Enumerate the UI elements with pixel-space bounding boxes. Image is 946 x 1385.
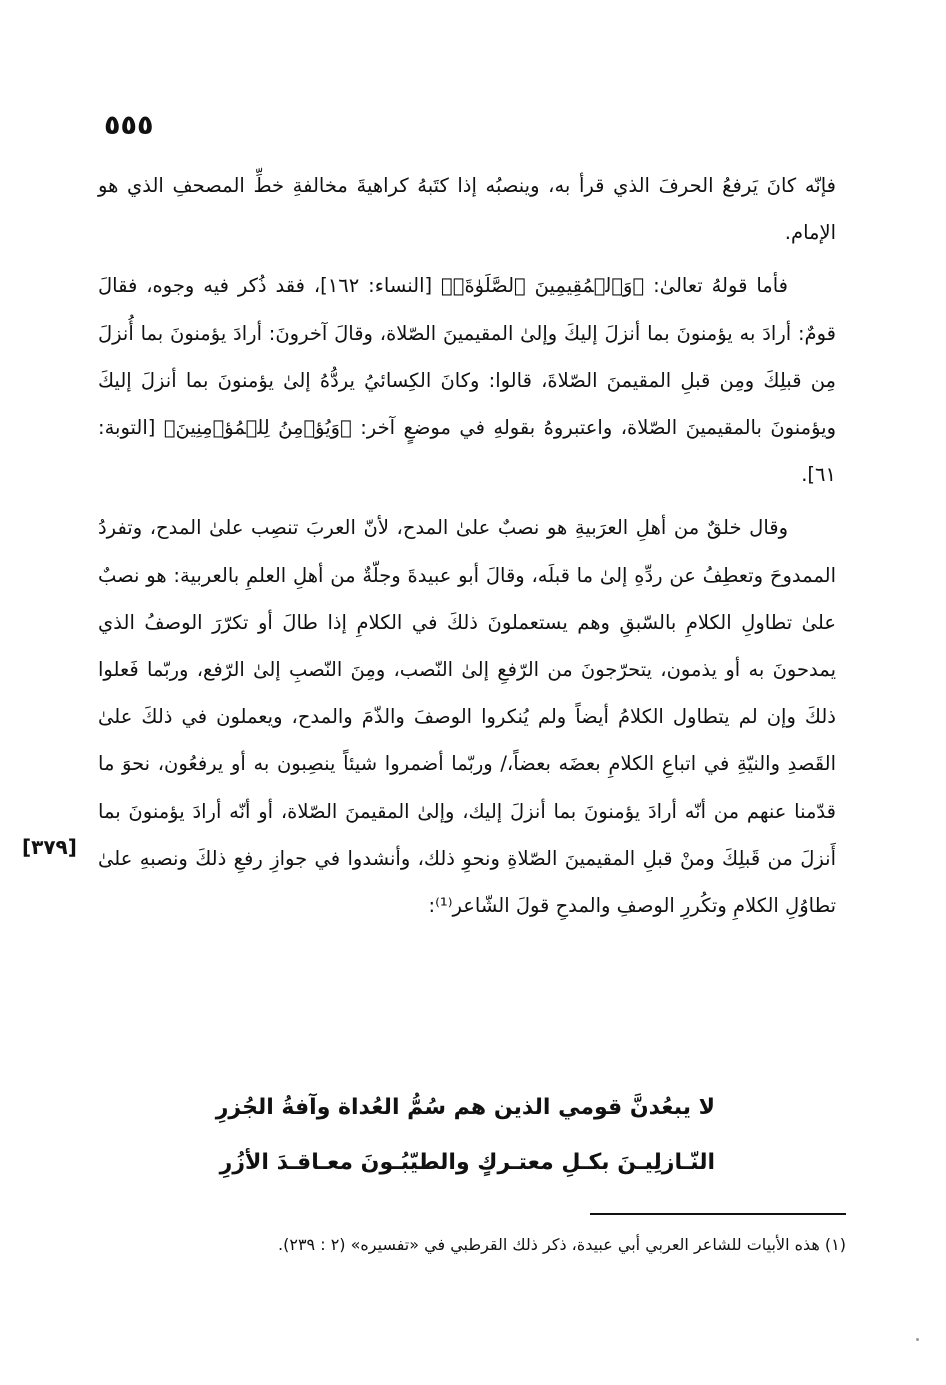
paragraph-2: فأما قولهُ تعالىٰ: ﴿وَٱلۡمُقِيمِينَ ٱلصَّلَوٰةَۚ﴾ [النساء: ١٦٢]، فقد ذُكر فيه وجوه، فقالَ قومٌ: أرادَ به يؤمنونَ بما أنزلَ إليكَ وإلىٰ المقيمينَ الصّلاة، وقالَ آخرونَ: أرادَ يؤمنونَ بما أُنزلَ مِن قبلِكَ ومِن قبلِ المقيمنَ الصّلاةَ، قالوا: وكانَ الكِسائيُ يردُّهُ إلىٰ يؤمنونَ بما أنزلَ إليكَ ويؤمنونَ بالمقيمينَ الصّلاة، واعتبروهُ بقولهِ في موضعٍ آخر: ﴿وَيُؤۡمِنُ لِلۡمُؤۡمِنِينَ﴾ [التوبة: ٦١].	[98, 274, 836, 487]
footnote-separator	[590, 1213, 846, 1215]
paragraph-1: فإنّه كانَ يَرفعُ الحرفَ الذي قرأ به، وينصبُه إذا كتَبهُ كراهيةَ مخالفةِ خطِّ المصحفِ الذي هو الإمام.	[98, 174, 836, 245]
footnote: (١) هذه الأبيات للشاعر العربي أبي عبيدة، ذكر ذلك القرطبي في «تفسيره» (٢ : ٢٣٩).	[278, 1235, 846, 1254]
main-text	[98, 162, 836, 929]
poem-verse-2: النّـازلِيـنَ بكـلِ معتـركٍ والطيّبُـونَ معـاقـدَ الأزُرِ	[219, 1150, 715, 1175]
poem-verse-1: لا يبعُدنَّ قومي الذين هم سُمُّ العُداة وآفةُ الجُزرِ	[215, 1095, 715, 1120]
margin-manuscript-reference: [٣٧٩]	[22, 835, 77, 859]
scan-speck	[916, 1338, 919, 1341]
paragraph-3: وقال خلقٌ من أهلِ العرَبيةِ هو نصبٌ علىٰ المدح، لأنّ العربَ تنصِب علىٰ المدح، وتفردُ الممدوحَ وتعطِفُ عن ردِّهِ إلىٰ ما قبلَه، وقالَ أبو عبيدةَ وجلّةٌ من أهلِ العلمِ بالعربية: هو نصبٌ علىٰ تطاولِ الكلامِ بالسّبقِ وهم يستعملونَ ذلكَ في الكلامِ إذا طالَ أو تكرّرَ الوصفُ الذي يمدحونَ به أو يذمون، يتحرّجونَ من الرّفعِ إلىٰ النّصب، ومِنَ النّصبِ إلىٰ الرّفع، وربّما فَعلوا ذلكَ وإن لم يتطاول الكلامُ أيضاً ولم يُنكروا الوصفَ والذّمَ والمدح، ويعملون في ذلكَ علىٰ القَصدِ والنيّةِ في اتباعِ الكلامِ بعضَه بعضاً،/ وربّما أضمروا شيئاً ينصِبون به أو يرفعُون، نحوَ ما قدّمنا عنهم من أنّه أرادَ يؤمنونَ بما أنزلَ إليك، وإلىٰ المقيمنَ الصّلاة، أو أنّه أرادَ يؤمنونَ بما أَنزلَ من قَبلِكَ ومنْ قبلِ المقيمينَ الصّلاةِ ونحوِ ذلك، وأنشدوا في جوازِ رفعِ ذلكَ ونصبهِ علىٰ تطاوُلِ الكلامِ وتكُررِ الوصفِ والمدحِ قولَ الشّاعر⁽¹⁾:	[98, 516, 836, 918]
page-number: ٥٥٥	[104, 110, 154, 141]
